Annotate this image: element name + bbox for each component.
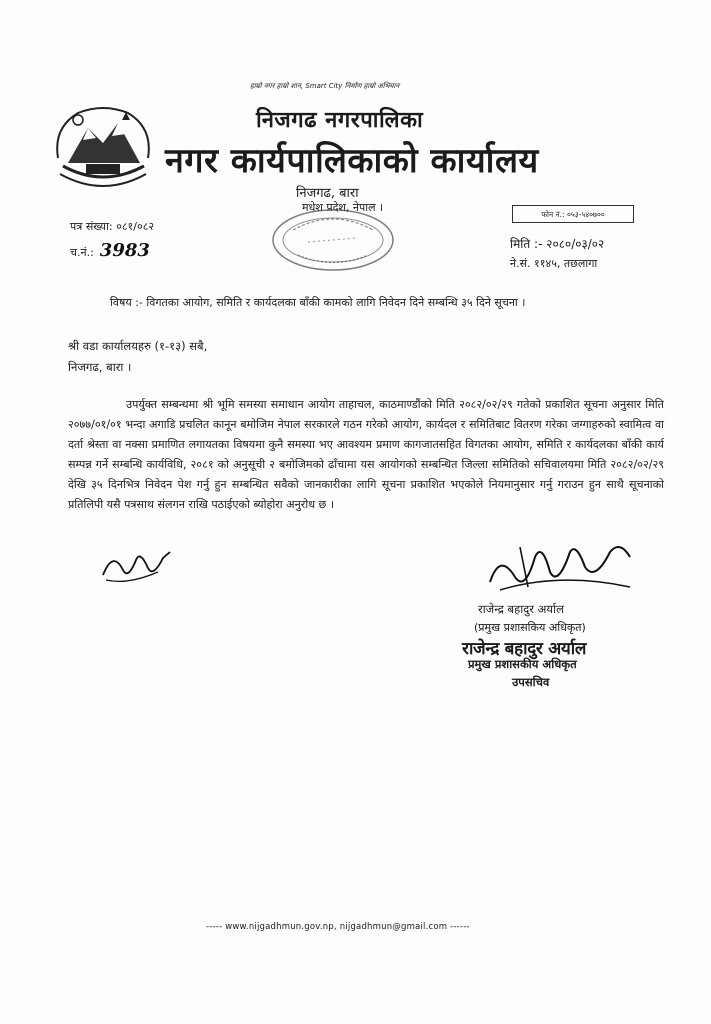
recipient-line-1: श्री वडा कार्यालयहरु (१-१३) सबै,: [68, 339, 208, 353]
signature-icon: [480, 532, 640, 602]
signatory-role: (प्रमुख प्रशासकिय अधिकृत): [474, 621, 586, 634]
letter-date: मिति :- २०८०/०३/०२: [510, 237, 605, 251]
nepal-sambat-date: ने.सं. ११४५, तछलागा: [510, 257, 598, 270]
address-line-2: मधेश प्रदेश, नेपाल ।: [302, 201, 384, 214]
dispatch-number: [70, 240, 150, 261]
office-stamp-icon: [268, 200, 398, 274]
handwritten-initials-icon: [98, 540, 178, 590]
footer-contact: ----- www.nijgadhmun.gov.np, nijgadhmun@gmail.com ------: [206, 922, 470, 932]
phone-number-box: फोन नं.: ०५३-५४०७००: [512, 205, 634, 223]
stamp-rank: उपसचिव: [512, 675, 550, 689]
municipality-name: निजगढ नगरपालिका: [256, 108, 424, 133]
municipality-emblem-icon: [48, 98, 158, 198]
office-title: नगर कार्यपालिकाको कार्यालय: [165, 141, 539, 181]
stamp-name: राजेन्द्र बहादुर अर्याल: [462, 639, 587, 659]
recipient-line-2: निजगढ, बारा ।: [68, 360, 132, 374]
address-line-1: निजगढ, बारा: [296, 186, 359, 201]
letter-body: उपर्युक्त सम्बन्धमा श्री भूमि समस्या समाधान आयोग ताहाचल, काठमाण्डौंको मिति २०८२/०२/२९ गतेको प्रकाशित सूचना अनुसार मिति २०७७/०१/०१ भन्दा अगाडि प्रचलित कानून बमोजिम नेपाल सरकारले गठन गरेको आयोग, कार्यदल र समितिबाट वितरण गरेका जग्गाहरुको स्वामित्व वा दर्ता श्रेस्ता वा नक्सा प्रमाणित लगायतका विषयमा कुनै समस्या भए आवश्यम प्रमाण कागजातसहित विगतका आयोग, समिति र कार्यदलका बाँकी कार्य सम्पन्न गर्ने सम्बन्धि कार्यविधि, २०८१ को अनुसूची २ बमोजिमको ढाँचामा यस आयोगको सम्बन्धित जिल्ला समितिको सचिवालयमा मिति २०८२/०२/२९ देखि ३५ दिनभित्र निवेदन पेश गर्नु हुन सम्बन्धित सवैको जानकारीका लागि सूचना प्रकाशित भएकोले नियमानुसार गर्नु गराउन हुन साथै सूचनाको प्रतिलिपी यसै पत्रसाथ संलगन राखि पठाईएको ब्योहोरा अनुरोध छ ।: [68, 398, 664, 511]
dispatch-label: च.नं.:: [70, 246, 94, 259]
dispatch-value: 3983: [99, 240, 150, 261]
stamp-role: प्रमुख प्रशासकीय अधिकृत: [468, 657, 577, 671]
letter-reference-number: पत्र संख्या: ०८१/०८२: [70, 220, 155, 233]
letter-subject: विषय :- विगतका आयोग, समिति र कार्यदलका बाँकी कामको लागि निवेदन दिने सम्बन्धि ३५ दिने सूचना ।: [110, 296, 526, 309]
signatory-name: राजेन्द्र बहादुर अर्याल: [478, 602, 564, 616]
letterhead-tagline: हाम्रो नगर हाम्रो शान, Smart City निर्माण हाम्रो अभियान: [250, 82, 400, 90]
